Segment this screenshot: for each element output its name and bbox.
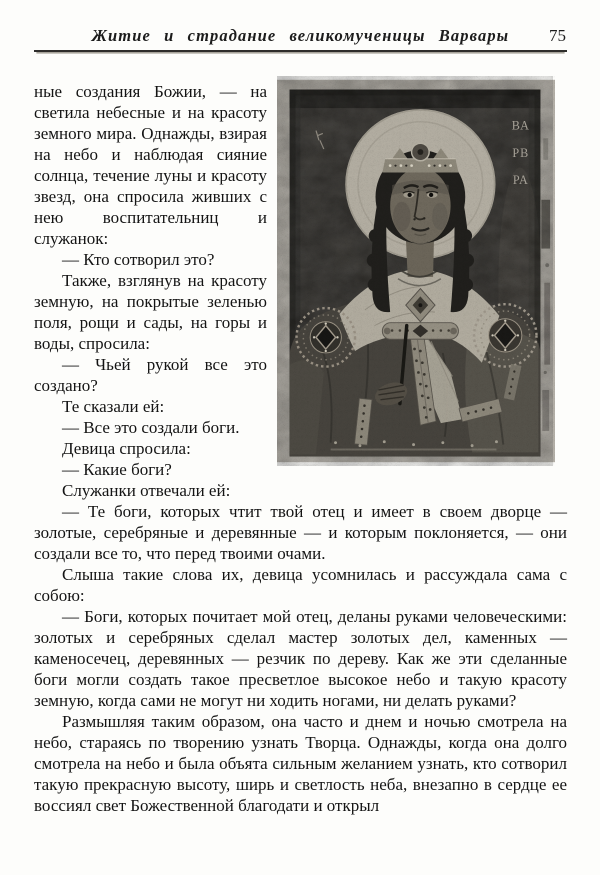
paragraph: Те сказали ей:: [62, 397, 165, 416]
svg-text:РВ: РВ: [512, 145, 530, 160]
paragraph: Размышляя таким образом, она часто и днем и ночью смотрела на небо, стараясь по творению узнать Творца. Однажды, когда она долго смотрела на небо и была объята сильным желанием узнать, кто сотворил такую прекрасную высоту, ширь и светлость неба, внезапно в сердце ее воссиял свет Божественной благодати и открыл: [34, 712, 567, 815]
paragraph: Служанки отвечали ей:: [62, 481, 231, 500]
page-number: 75: [549, 26, 566, 45]
paragraph: — Кто сотворил это?: [62, 250, 215, 269]
body-text: [34, 81, 567, 816]
header-title: Житие и страдание великомученицы Варвары: [91, 26, 510, 45]
paragraph: Слыша такие слова их, девица усомнилась и рассуждала сама с собою:: [34, 565, 567, 605]
photo-grain: [277, 80, 555, 462]
running-header: [34, 26, 567, 52]
saint-barbara-icon: [277, 76, 555, 466]
saint-barbara-icon-image: [277, 76, 555, 466]
paragraph: ные создания Божии, — на светила небесные и на красоту земного мира. Однажды, взирая на небо и наблюдая сияние солнца, течение луны и красоту звезд, она спросила живших с нею воспитательниц и служанок:: [34, 82, 267, 248]
paragraph: — Какие боги?: [62, 460, 172, 479]
paragraph: — Те боги, которых чтит твой отец и имеет в своем дворце — золотые, серебряные и деревянные — и которым поклоняется, — они создали все то, что перед твоими очами.: [34, 502, 567, 563]
svg-text:ВА: ВА: [511, 118, 530, 133]
paragraph: — Все это создали боги.: [62, 418, 240, 437]
svg-text:РА: РА: [512, 173, 529, 188]
paragraph: — Чьей рукой все это создано?: [34, 355, 267, 395]
paragraph: Девица спросила:: [62, 439, 191, 458]
paragraph: — Боги, которых почитает мой отец, деланы руками человеческими: золотых и серебряных сделал мастер золотых дел, каменных — каменосечец, деревянных — резчик по дереву. Как же эти сделанные боги могли создать такое пресветлое высокое небо и такую красоту земную, когда сами не могут ни ходить ногами, ни делать руками?: [34, 607, 567, 710]
paragraph: Также, взглянув на красоту земную, на покрытые зеленью поля, рощи и сады, на горы и воды, спросила:: [34, 271, 267, 353]
